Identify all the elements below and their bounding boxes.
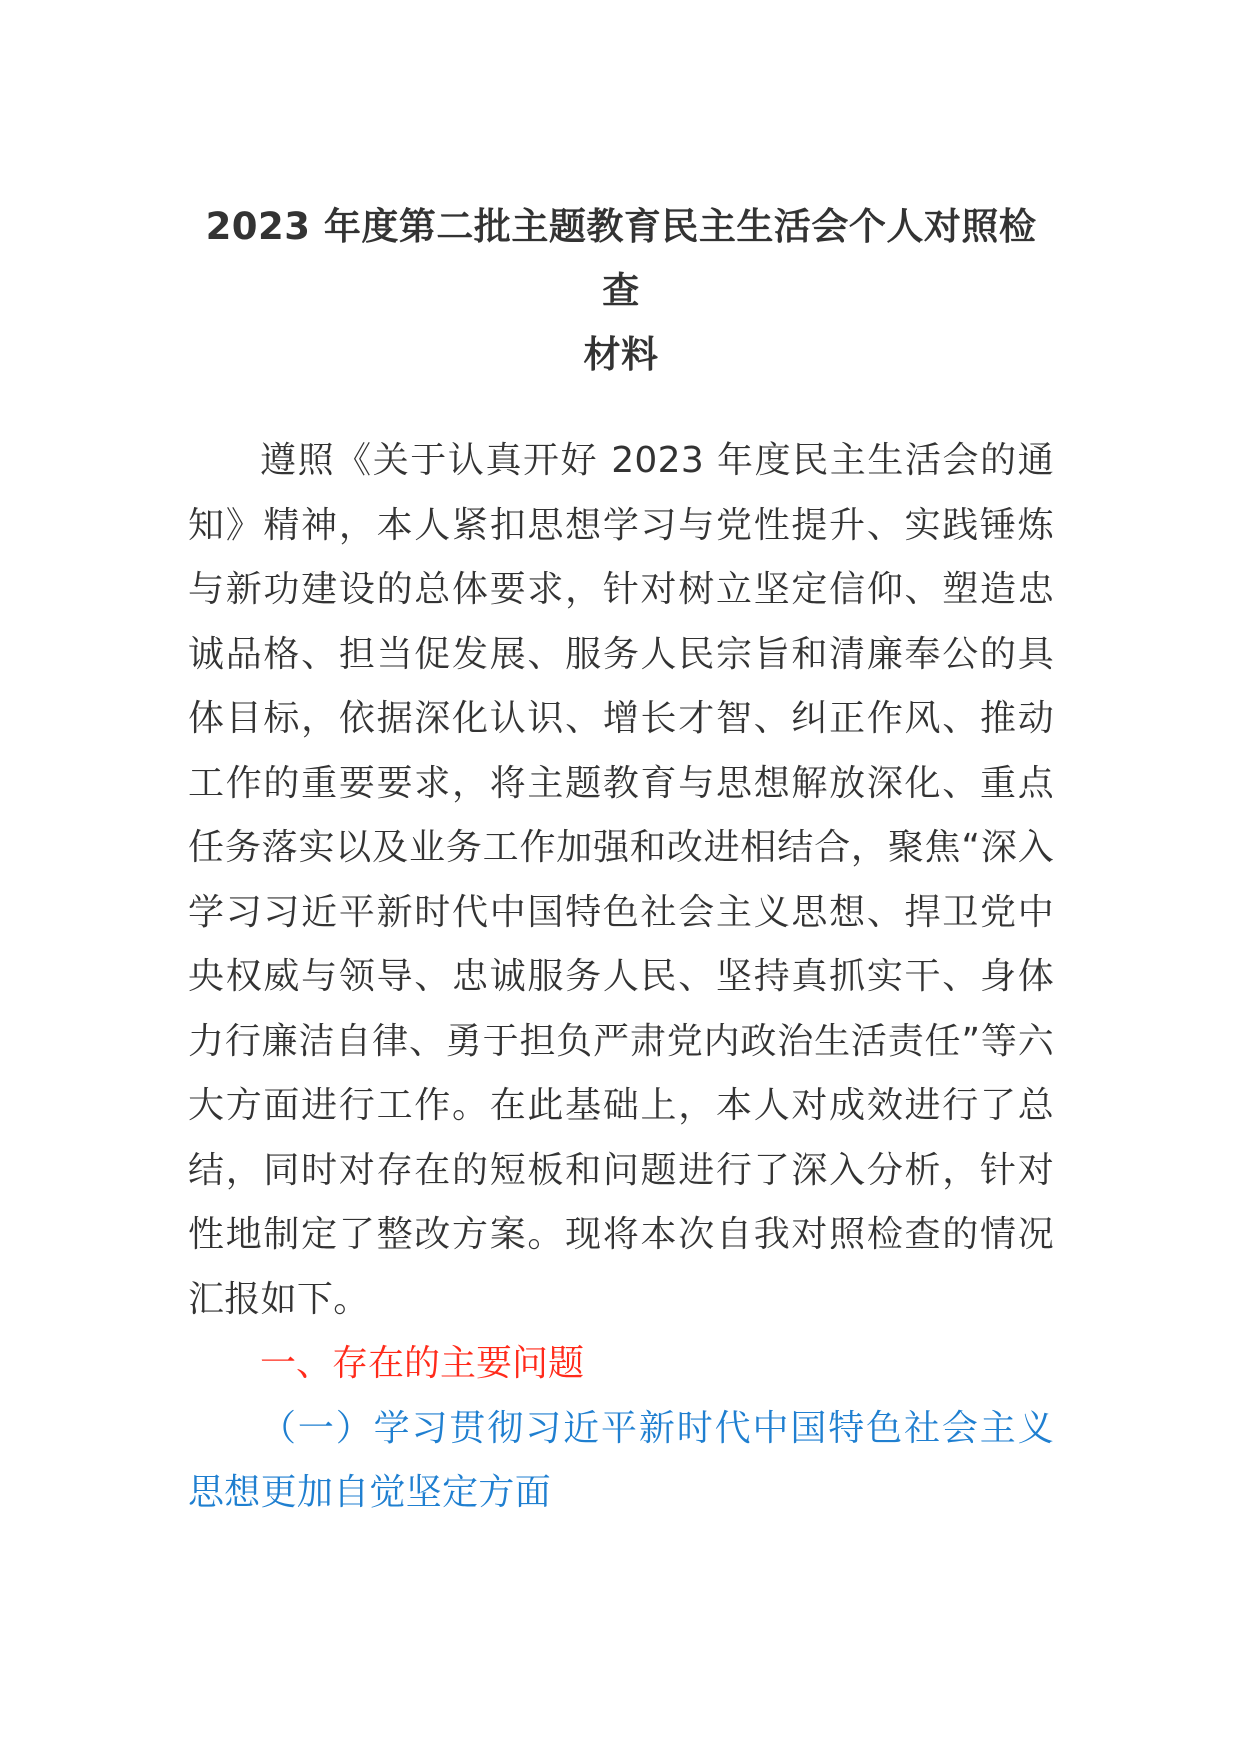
title-line-1: 2023 年度第二批主题教育民主生活会个人对照检查 bbox=[205, 205, 1037, 312]
document-content bbox=[188, 195, 1054, 1526]
document-title bbox=[188, 195, 1054, 387]
subsection-heading: （一）学习贯彻习近平新时代中国特色社会主义思想更加自觉坚定方面 bbox=[188, 1407, 1054, 1513]
section-heading: 一、存在的主要问题 bbox=[260, 1343, 585, 1384]
intro-paragraph: 遵照《关于认真开好 2023 年度民主生活会的通知》精神，本人紧扣思想学习与党性提升、实践锤炼与新功建设的总体要求，针对树立坚定信仰、塑造忠诚品格、担当促发展、服务人民宗旨和清廉奉公的具体目标，依据深化认识、增长才智、纠正作风、推动工作的重要要求，将主题教育与思想解放深化、重点任务落实以及业务工作加强和改进相结合，聚焦“深入学习习近平新时代中国特色社会主义思想、捍卫党中央权威与领导、忠诚服务人民、坚持真抓实干、身体力行廉洁自律、勇于担负严肃党内政治生活责任”等六大方面进行工作。在此基础上，本人对成效进行了总结，同时对存在的短板和问题进行了深入分析，针对性地制定了整改方案。现将本次自我对照检查的情况汇报如下。 bbox=[188, 440, 1054, 1320]
title-line-2: 材料 bbox=[583, 333, 659, 376]
